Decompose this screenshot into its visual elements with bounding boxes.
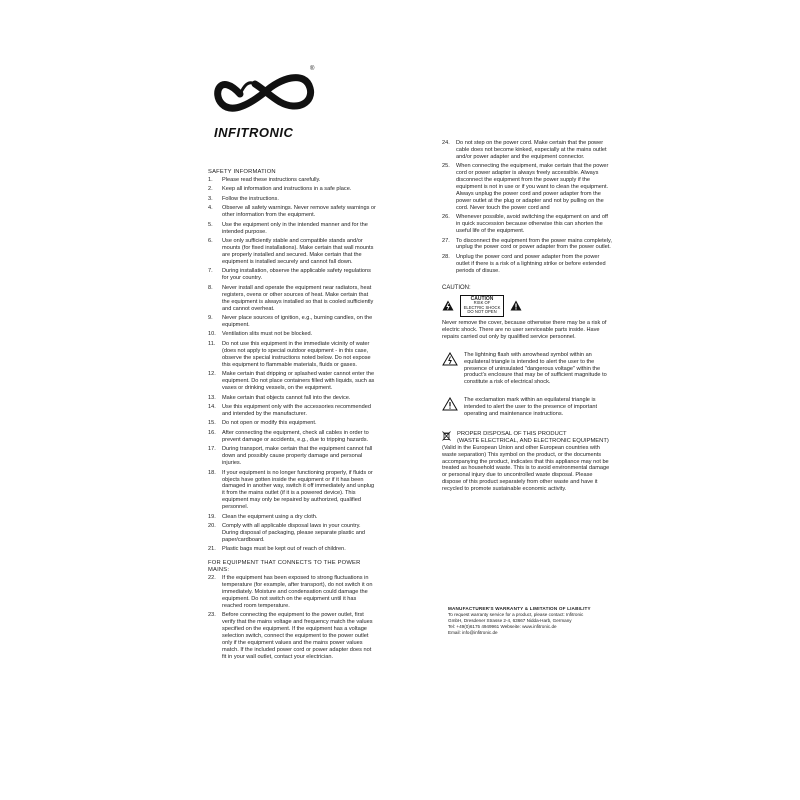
list-item — [208, 285, 376, 313]
item-number: 25. — [442, 163, 450, 170]
list-item — [208, 315, 376, 329]
item-text: Ventilation slits must not be blocked. — [222, 331, 313, 338]
item-number: 26. — [442, 214, 450, 221]
item-number: 18. — [208, 469, 216, 476]
mains-list-continued — [442, 140, 612, 275]
caution-label-graphic — [442, 295, 522, 317]
weee-section — [442, 431, 612, 445]
list-item — [208, 186, 376, 193]
caution-label-title: CAUTION — [470, 295, 494, 302]
item-number: 1. — [208, 176, 213, 183]
lightning-symbol-row — [442, 352, 612, 387]
item-number: 3. — [208, 195, 213, 202]
item-text: Comply with all applicable disposal laws in your country. During disposal of packaging, please separate plastic and paper/cardboard. — [222, 523, 366, 543]
item-text: Make certain that dripping or splashed water cannot enter the equipment. Do not place containers filled with liquids, such as vases or drinking vessels, on the equipment. — [222, 371, 375, 391]
crossed-bin-icon — [442, 431, 451, 441]
lightning-symbol-text: The lightning flash with arrowhead symbol within an equilateral triangle is intended to alert the user to the presence of uninsulated "dangerous voltage" within the product's enclosure that may be of sufficient magnitude to constitute a risk of electrical shock. — [464, 351, 607, 386]
safety-list — [208, 177, 376, 553]
item-number: 13. — [208, 394, 216, 401]
list-item — [208, 470, 376, 511]
mains-list — [208, 575, 376, 660]
item-number: 11. — [208, 340, 216, 347]
caution-label-sub: RISK OF ELECTRIC SHOCK DO NOT OPEN — [463, 300, 501, 315]
list-item — [208, 238, 376, 266]
item-text: Use only sufficiently stable and compatible stands and/or mounts (for fixed installations). Make certain that wall mounts are properly installed and secured. Make certain that the equipment is installed securely and cannot fall down. — [222, 238, 374, 265]
item-text: Use the equipment only in the intended manner and for the intended purpose. — [222, 221, 368, 235]
item-text: If the equipment has been exposed to strong fluctuations in temperature (for example, after transport), do not switch it on immediately. Moisture and condensation could damage the equipment. Do not switch on the equipment until it has reached room temperature. — [222, 575, 373, 609]
item-number: 2. — [208, 186, 213, 193]
item-text: Plastic bags must be kept out of reach of children. — [222, 546, 346, 553]
exclamation-triangle-icon — [442, 397, 458, 411]
safety-column-right — [442, 140, 612, 493]
item-text: After connecting the equipment, check all cables in order to prevent damage or accidents, e.g., due to tripping hazards. — [222, 429, 369, 443]
warranty-line-3: Tel: +49(0)6175 4949961 Webseite: www.infitronic.de — [448, 624, 557, 629]
list-item — [442, 163, 612, 211]
item-text: Use this equipment only with the accessories recommended and intended by the manufacturer. — [222, 404, 371, 417]
list-item — [442, 214, 612, 235]
item-number: 8. — [208, 284, 213, 291]
weee-heading-1: PROPER DISPOSAL OF THIS PRODUCT — [457, 430, 567, 437]
caution-label — [460, 295, 504, 317]
registered-mark: ® — [310, 66, 315, 72]
item-number: 15. — [208, 420, 216, 427]
list-item — [442, 238, 612, 252]
item-text: Keep all information and instructions in a safe place. — [222, 186, 352, 193]
mains-heading: FOR EQUIPMENT THAT CONNECTS TO THE POWER MAINS: — [208, 560, 361, 574]
list-item — [442, 254, 612, 275]
list-item — [208, 196, 376, 203]
item-number: 28. — [442, 253, 450, 260]
item-number: 27. — [442, 237, 450, 244]
item-text: During transport, make certain that the equipment cannot fall down and possibly cause property damage and personal injuries. — [222, 446, 373, 467]
list-item — [442, 140, 612, 161]
item-text: If your equipment is no longer functioning properly, if fluids or objects have gotten inside the equipment or if it has been damaged in another way, switch it off immediately and unplug it from the mains outlet (if it is a powered device). This equipment may only be repaired by authorized, qualified personnel. — [222, 469, 375, 511]
warranty-block — [448, 606, 608, 636]
item-text: Please read these instructions carefully. — [222, 176, 321, 183]
list-item — [208, 341, 376, 369]
item-text: To disconnect the equipment from the power mains completely, unplug the power cord or power adapter from the power outlet. — [456, 237, 612, 251]
item-text: Clean the equipment using a dry cloth. — [222, 513, 318, 520]
caution-title: CAUTION: — [442, 284, 471, 291]
list-item — [208, 612, 376, 660]
list-item — [208, 205, 376, 219]
list-item — [208, 177, 376, 184]
item-number: 7. — [208, 268, 213, 275]
item-number: 6. — [208, 238, 213, 245]
item-text: Observe all safety warnings. Never remove safety warnings or other information from the equipment. — [222, 205, 376, 219]
item-text: When connecting the equipment, make certain that the power cord or power adapter is always freely accessible. Always disconnect the equipment from the power supply if the equipment is not in use or if you want to clean the equipment. Always unplug the power cord and power adapter from the power outlet at the plug or adapter and not by pulling on the cord. Never touch the power cord and — [456, 163, 609, 211]
list-item — [208, 268, 376, 282]
exclamation-symbol-text: The exclamation mark within an equilateral triangle is intended to alert the user to the presence of important operating and maintenance instructions. — [464, 397, 598, 418]
item-number: 5. — [208, 221, 213, 228]
exclamation-symbol-row — [442, 397, 612, 418]
list-item — [208, 514, 376, 521]
item-number: 9. — [208, 315, 213, 322]
list-item — [208, 446, 376, 467]
item-text: Never install and operate the equipment near radiators, heat registers, ovens or other sources of heat. Make certain that the equipment is always installed so that is cooled sufficiently and cannot overheat. — [222, 284, 374, 312]
list-item — [208, 546, 376, 553]
item-number: 17. — [208, 446, 216, 453]
list-item — [208, 222, 376, 236]
list-item — [208, 371, 376, 392]
item-text: During installation, observe the applicable safety regulations for your country. — [222, 268, 371, 282]
item-number: 12. — [208, 371, 216, 378]
exclamation-warning-icon — [510, 300, 522, 311]
item-text: Whenever possible, avoid switching the equipment on and off in quick succession because otherwise this can shorten the useful life of the equipment. — [456, 214, 608, 235]
item-number: 20. — [208, 523, 216, 530]
safety-heading: SAFETY INFORMATION — [208, 169, 276, 175]
item-text: Do not use this equipment in the immediate vicinity of water (does not apply to special outdoor equipment - in this case, observe the special instructions noted below. Do not expose this equipment to flammable materials, fluids or gases. — [222, 340, 371, 368]
item-text: Follow the instructions. — [222, 195, 279, 202]
list-item — [208, 395, 376, 402]
item-number: 24. — [442, 140, 450, 146]
item-text: Before connecting the equipment to the power outlet, first verify that the mains voltage and frequency match the values specified on the equipment. If the equipment has a voltage selection switch, connect the equipment to the power outlet only if the equipment values and the mains power values match. If the included power cord or power adapter does not fit in your wall outlet, contact your electrician. — [222, 612, 373, 660]
list-item — [208, 430, 376, 444]
warranty-heading: MANUFACTURER'S WARRANTY & LIMITATION OF LIABILITY — [448, 606, 591, 611]
item-text: Do not step on the power cord. Make certain that the power cable does not become kinked, especially at the mains outlet and/or power adapter and the equipment connector. — [456, 140, 607, 160]
list-item — [208, 420, 376, 427]
item-number: 23. — [208, 612, 216, 619]
item-number: 10. — [208, 331, 216, 338]
lightning-warning-icon — [442, 300, 454, 311]
item-number: 21. — [208, 546, 216, 553]
item-number: 22. — [208, 575, 216, 582]
caution-text: Never remove the cover, because otherwise there may be a risk of electric shock. There are no user serviceable parts inside. Have repairs carried out only by qualified service personnel. — [442, 319, 607, 340]
item-number: 4. — [208, 205, 213, 212]
item-number: 14. — [208, 404, 216, 410]
item-text: Make certain that objects cannot fall into the device. — [222, 394, 351, 401]
item-number: 16. — [208, 429, 216, 436]
infinity-icon — [210, 64, 320, 124]
safety-column-left — [208, 169, 376, 663]
warranty-line-2: GmbH, Dresdener Strasse 2-4, 63667 Nidda-Harb, Germany — [448, 618, 572, 623]
lightning-triangle-icon — [442, 352, 458, 366]
list-item — [208, 575, 376, 610]
item-text: Unplug the power cord and power adapter from the power outlet if there is a risk of a lightning strike or before extended periods of disuse. — [456, 253, 606, 274]
item-text: Do not open or modify this equipment. — [222, 420, 317, 427]
item-number: 19. — [208, 513, 216, 520]
warranty-line-1: To request warranty service for a product, please contact: Infitronic — [448, 612, 584, 617]
brand-name: INFITRONIC — [214, 125, 294, 140]
item-text: Never place sources of ignition, e.g., burning candles, on the equipment. — [222, 315, 373, 328]
weee-heading-2: (WASTE ELECTRICAL, AND ELECTRONIC EQUIPMENT) — [457, 437, 609, 444]
list-item — [208, 404, 376, 418]
warranty-line-4: Email: info@infitronic.de — [448, 630, 498, 635]
list-item — [208, 331, 376, 338]
list-item — [208, 523, 376, 544]
weee-text: (Valid in the European Union and other European countries with waste separation) This symbol on the product, or the documents accompanying the product, indicates that this appliance may not be treated as household waste. This is to avoid environmental damage or personal injury due to uncontrolled waste disposal. Please dispose of this product separately from other waste and have it recycled to promote sustainable economic activity. — [442, 444, 610, 493]
